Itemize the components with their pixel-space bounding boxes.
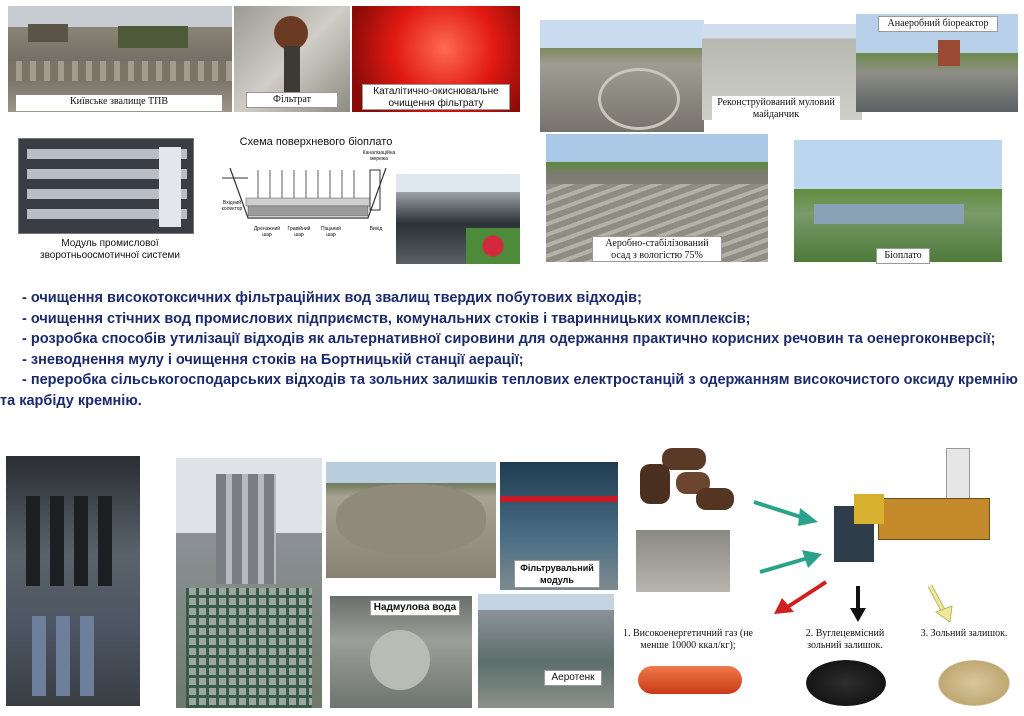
- caption-filtrate: Фільтрат: [246, 92, 338, 108]
- photo-ash-pile: [636, 530, 730, 592]
- caption-anaerobic: Анаеробний біореактор: [878, 16, 998, 32]
- photo-bioplato-pond: [396, 174, 520, 264]
- arrow-in-top: [752, 496, 822, 528]
- photo-pellets: [632, 446, 736, 520]
- scheme-label-inlet: Вхідний колектор: [221, 200, 243, 212]
- bullet-item: - розробка способів утилізації відходів як альтернативної сировини для одержання практично корисних речовин та оенергоконверсії;: [22, 331, 996, 347]
- caption-stabilized-sludge: Аеробно-стабілізований осад з вологістю 75%: [592, 236, 722, 262]
- scheme-label-outlet: Вихід: [369, 226, 383, 232]
- photo-carbon-ash: [806, 660, 886, 706]
- caption-bioplato: Біоплато: [876, 248, 930, 264]
- photo-bioplato: [794, 140, 1002, 262]
- bullet-item: - зневоднення мулу і очищення стоків на Бортницькій станції аерації;: [22, 351, 524, 368]
- caption-aerotank: Аеротенк: [544, 670, 602, 686]
- scheme-label-layer1: Дренажний шар: [253, 226, 281, 238]
- caption-landfill: Київське звалище ТПВ: [16, 95, 222, 111]
- caption-catalytic: Каталітично-окиснювальне очищення фільтрату: [362, 84, 510, 110]
- bullet-item: - переробка сільськогосподарських відходів та зольних залишків теплових електростанцій з одержанням високочистого оксиду кремнію та карбіду кремнію.: [0, 372, 1018, 409]
- photo-pyrolysis-plant: [818, 444, 1014, 576]
- arrow-out-red: [770, 578, 830, 618]
- scheme-label-layer3: Гравійний шар: [287, 226, 311, 238]
- arrow-out-black: [848, 584, 868, 624]
- caption-reconstructed: Реконструйований муловий майданчик: [712, 96, 840, 122]
- product-ash-label: 3. Зольний залишок.: [920, 628, 1008, 639]
- photo-membrane-modules-1: [6, 456, 140, 706]
- photo-membrane-modules-2: [176, 458, 322, 708]
- bullet-list: [0, 288, 1020, 411]
- product-carbon-ash-label: 2. Вуглецевмісний зольний залишок.: [805, 628, 885, 651]
- photo-gas-tank: [636, 662, 746, 702]
- photo-ro-module: [18, 138, 194, 234]
- bullet-item: - очищення високотоксичних фільтраційних вод звалищ твердих побутових відходів;: [22, 290, 642, 306]
- caption-supernatant: Надмулова вода: [370, 600, 460, 616]
- product-gas-label: 1. Високоенергетичний газ (не менше 10000 ккал/кг);: [623, 628, 753, 651]
- photo-geotube: [326, 462, 496, 578]
- caption-filter-module: Фільтрувальний модуль: [514, 560, 600, 588]
- arrow-in-bottom: [758, 548, 824, 576]
- photo-aerotank: [478, 594, 614, 708]
- scheme-label-top-note: Каналізаційна мережа: [362, 150, 396, 162]
- bullet-item: - очищення стічних вод промислових підприємств, комунальних стоків і тваринницьких комплексів;: [22, 310, 751, 327]
- scheme-title: Схема поверхневого біоплато: [239, 136, 393, 148]
- scheme-label-layer4: Піщаний шар: [321, 226, 341, 238]
- arrow-out-yellow: [926, 584, 956, 624]
- photo-sediment-tank: [540, 20, 704, 132]
- photo-ash: [938, 660, 1010, 706]
- caption-ro-module: Модуль промислової зворотньоосмотичної системи: [40, 238, 180, 261]
